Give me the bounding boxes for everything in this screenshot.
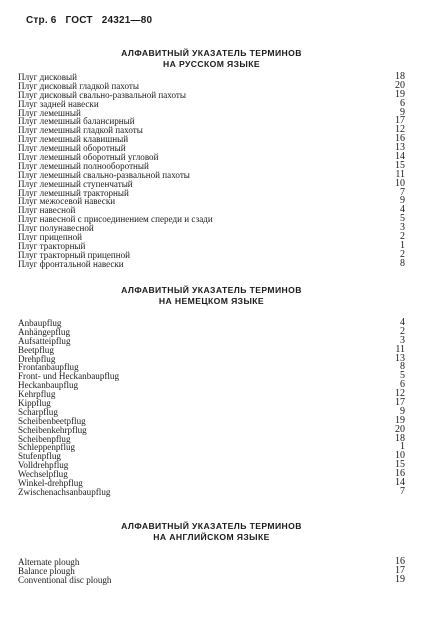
- term-name: Плуг лемешный гладкой пахоты: [18, 125, 143, 136]
- term-number: 19: [395, 88, 405, 100]
- term-number: 6: [400, 97, 405, 109]
- term-number: 19: [395, 573, 405, 585]
- term-name: Плуг навесной: [18, 205, 76, 216]
- list-item: [18, 558, 405, 567]
- section-title-line1: АЛФАВИТНЫЙ УКАЗАТЕЛЬ ТЕРМИНОВ: [121, 285, 302, 295]
- list-item: [18, 399, 405, 408]
- term-number: 11: [395, 168, 405, 180]
- term-name: Zwischenachsanbaupflug: [18, 486, 111, 497]
- term-name: Aufsatteipflug: [18, 335, 71, 346]
- section-title-german: [0, 285, 423, 307]
- term-number: 9: [400, 405, 405, 417]
- term-number: 10: [395, 177, 405, 189]
- term-list-russian: [18, 73, 405, 269]
- term-name: Плуг лемешный ступенчатый: [18, 178, 133, 189]
- term-name: Scheibenkehrpflug: [18, 424, 87, 435]
- term-number: 4: [400, 204, 405, 216]
- term-list-german: [18, 319, 405, 497]
- list-item: [18, 461, 405, 470]
- term-name: Kehrpflug: [18, 389, 56, 400]
- term-name: Anhängepflug: [18, 326, 71, 337]
- section-title-line1: АЛФАВИТНЫЙ УКАЗАТЕЛЬ ТЕРМИНОВ: [121, 48, 302, 58]
- term-name: Плуг фронтальной навески: [18, 258, 124, 269]
- list-item: [18, 257, 405, 269]
- section-title-line2: НА РУССКОМ ЯЗЫКЕ: [162, 59, 260, 69]
- term-name: Плуг лемешный: [18, 107, 81, 118]
- term-number: 10: [395, 450, 405, 462]
- term-number: 3: [400, 334, 405, 346]
- term-name: Плуг лемешный полнооборотный: [18, 160, 149, 171]
- term-name: Плуг тракторный: [18, 240, 86, 251]
- term-name: Scheibenbeetpflug: [18, 415, 86, 426]
- list-item: [18, 485, 405, 497]
- term-name: Drehpflug: [18, 353, 56, 364]
- term-number: 9: [400, 106, 405, 118]
- term-number: 1: [400, 239, 405, 251]
- term-name: Alternate plough: [18, 557, 80, 567]
- term-name: Плуг полунавесной: [18, 223, 94, 234]
- list-item: [18, 319, 405, 328]
- term-number: 16: [395, 468, 405, 480]
- list-item: [18, 325, 405, 337]
- term-number: 13: [395, 352, 405, 364]
- term-name: Volldrehpflug: [18, 460, 69, 471]
- list-item: [18, 197, 405, 206]
- term-number: 14: [395, 151, 405, 163]
- list-item: [18, 381, 405, 390]
- term-number: 4: [400, 317, 405, 328]
- term-number: 16: [395, 556, 405, 567]
- term-name: Balance plough: [18, 565, 75, 576]
- standard-number: 24321—80: [101, 15, 153, 26]
- term-number: 8: [400, 257, 405, 269]
- term-number: 15: [395, 459, 405, 471]
- term-number: 18: [395, 71, 405, 82]
- term-name: Stufenpflug: [18, 451, 61, 462]
- term-name: Плуг задней навески: [18, 98, 99, 109]
- term-number: 5: [400, 370, 405, 382]
- term-number: 12: [395, 124, 405, 136]
- term-number: 2: [400, 231, 405, 243]
- section-title-line1: АЛФАВИТНЫЙ УКАЗАТЕЛЬ ТЕРМИНОВ: [121, 521, 302, 531]
- term-name: Scharpflug: [18, 406, 58, 417]
- term-name: Плуг лемешный тракторный: [18, 187, 129, 198]
- term-list-english: [18, 558, 405, 585]
- term-name: Beetpflug: [18, 344, 54, 355]
- list-item: [18, 452, 405, 461]
- list-item: [18, 423, 405, 435]
- list-item: [18, 573, 405, 585]
- term-name: Wechselpflug: [18, 469, 68, 480]
- term-name: Плуг тракторный прицепной: [18, 249, 131, 260]
- term-number: 15: [395, 159, 405, 171]
- term-name: Плуг дисковый: [18, 72, 77, 82]
- list-item: [18, 443, 405, 452]
- list-item: [18, 390, 405, 399]
- term-number: 1: [400, 441, 405, 453]
- term-number: 3: [400, 222, 405, 234]
- term-number: 13: [395, 142, 405, 154]
- term-name: Плуг лемешный балансирный: [18, 116, 135, 127]
- section-title-english: [0, 521, 423, 543]
- term-number: 17: [395, 115, 405, 127]
- term-name: Плуг лемешный оборотный: [18, 143, 126, 154]
- list-item: [18, 334, 405, 346]
- list-item: [18, 432, 405, 444]
- term-number: 2: [400, 325, 405, 337]
- term-number: 11: [395, 343, 405, 355]
- term-number: 16: [395, 133, 405, 145]
- term-number: 14: [395, 477, 405, 489]
- term-name: Schleppenpflug: [18, 442, 76, 453]
- term-name: Conventional disc plough: [18, 574, 112, 585]
- term-number: 18: [395, 432, 405, 444]
- term-name: Winkel-drehpflug: [18, 478, 83, 489]
- term-number: 7: [400, 485, 405, 497]
- section-title-russian: [0, 48, 423, 70]
- term-number: 2: [400, 248, 405, 260]
- term-name: Плуг прицепной: [18, 232, 82, 243]
- standard-label: ГОСТ: [65, 15, 93, 26]
- term-name: Плуг межосевой навески: [18, 196, 116, 207]
- term-name: Kippflug: [18, 398, 51, 409]
- term-name: Heckanbaupflug: [18, 380, 79, 391]
- term-name: Плуг лемешный оборотный угловой: [18, 152, 159, 163]
- term-name: Плуг навесной с присоединением спереди и сзади: [18, 214, 213, 225]
- term-number: 6: [400, 379, 405, 391]
- term-number: 17: [395, 564, 405, 576]
- term-name: Плуг лемешный свально-развальной пахоты: [18, 169, 190, 180]
- term-number: 19: [395, 414, 405, 426]
- page-header: [26, 15, 158, 26]
- term-number: 17: [395, 397, 405, 409]
- term-name: Anbaupflug: [18, 318, 62, 328]
- term-name: Плуг дисковый свально-развальной пахоты: [18, 89, 187, 100]
- term-number: 20: [395, 79, 405, 91]
- term-number: 7: [400, 186, 405, 198]
- page-label: Стр. 6: [26, 15, 57, 26]
- term-number: 12: [395, 388, 405, 400]
- section-title-line2: НА НЕМЕЦКОМ ЯЗЫКЕ: [158, 296, 265, 306]
- term-number: 5: [400, 213, 405, 225]
- term-name: Плуг дисковый гладкой пахоты: [18, 80, 139, 91]
- term-number: 9: [400, 195, 405, 207]
- list-item: [18, 343, 405, 355]
- section-title-line2: НА АНГЛИЙСКОМ ЯЗЫКЕ: [153, 532, 270, 542]
- term-name: Front- und Heckanbaupflug: [18, 371, 120, 382]
- term-name: Плуг лемешный клавишный: [18, 134, 129, 145]
- term-name: Scheibenpflug: [18, 433, 71, 444]
- term-number: 8: [400, 361, 405, 373]
- term-name: Frontanbaupflug: [18, 362, 79, 373]
- term-number: 20: [395, 423, 405, 435]
